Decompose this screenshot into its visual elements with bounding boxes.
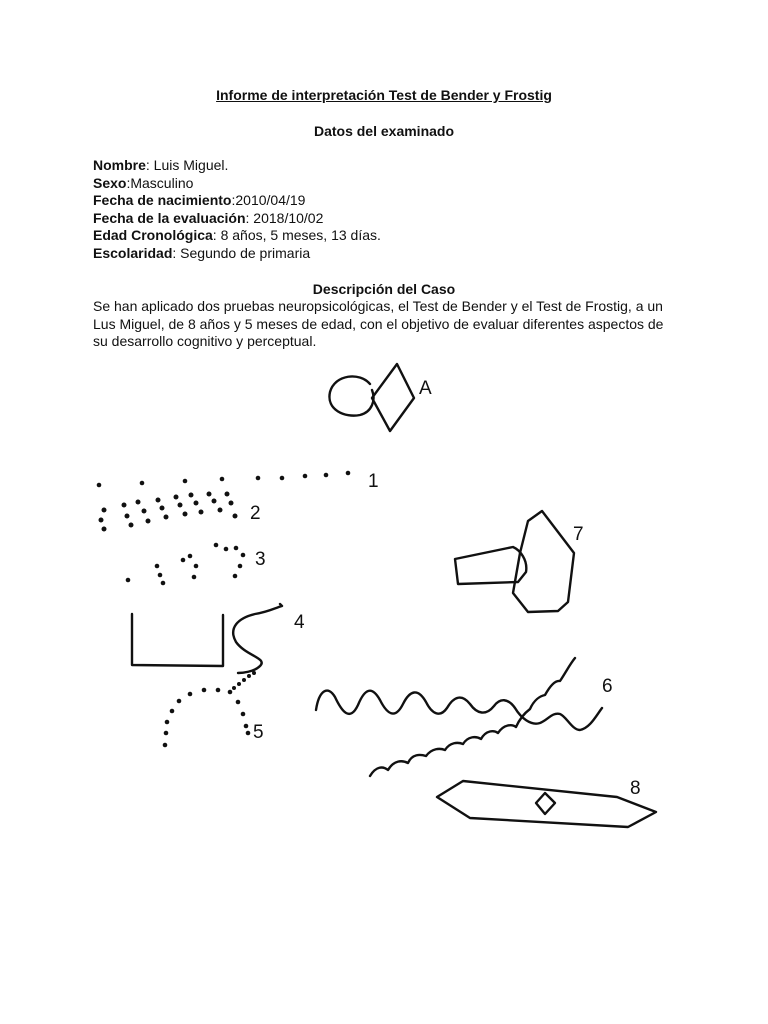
- figure-2-dot: [183, 512, 188, 517]
- figure-label-a: A: [419, 378, 432, 399]
- figure-5-dot: [163, 743, 168, 748]
- figure-label-1: 1: [368, 471, 379, 492]
- figure-2-dot: [156, 498, 161, 503]
- figure-2-dot: [178, 503, 183, 508]
- description-line: Se han aplicado dos pruebas neuropsicológicas, el Test de Bender y el Test de Frostig, a un: [93, 298, 663, 314]
- figure-2-dot: [102, 527, 107, 532]
- figure-3-dot: [241, 553, 246, 558]
- figure-3: [126, 543, 266, 586]
- figure-a-circle: [329, 376, 373, 415]
- figure-1-dot: [303, 474, 308, 479]
- figure-3-dot: [194, 564, 199, 569]
- figure-2-dot: [122, 503, 127, 508]
- figure-label-6: 6: [602, 676, 613, 697]
- field-value: : Segundo de primaria: [172, 244, 311, 261]
- field-value: : 2018/10/02: [245, 209, 324, 226]
- figure-8-elongated-hexagon: [437, 781, 656, 827]
- figure-1: [97, 471, 379, 492]
- examinee-data-heading: Datos del examinado: [313, 123, 455, 139]
- field-label: Fecha de la evaluación: [93, 209, 246, 226]
- figure-2-dot: [225, 492, 230, 497]
- figure-5-dot: [246, 731, 251, 736]
- figure-1-dot: [324, 473, 329, 478]
- figure-1-dot: [280, 476, 285, 481]
- figure-5-dot: [170, 709, 175, 714]
- figure-5: [163, 671, 264, 747]
- figure-1-dot: [140, 481, 145, 486]
- figure-5-dot: [232, 686, 236, 690]
- figure-3-dot: [224, 547, 229, 552]
- figure-2-dot: [136, 500, 141, 505]
- figure-a: [329, 364, 432, 431]
- figure-6: [316, 658, 613, 776]
- field-label: Escolaridad: [93, 244, 173, 261]
- figure-1-dot: [346, 471, 351, 476]
- figure-2-dot: [212, 499, 217, 504]
- figure-1-dot: [256, 476, 261, 481]
- figure-2-dot: [199, 510, 204, 515]
- figure-3-dot: [126, 578, 131, 583]
- figure-8-inner-diamond: [536, 793, 555, 814]
- figure-3-dot: [192, 575, 197, 580]
- figure-5-dot: [252, 671, 256, 675]
- field-label: Edad Cronológica: [93, 227, 213, 244]
- figure-2-dot: [189, 493, 194, 498]
- figure-1-dot: [97, 483, 102, 488]
- figure-3-dot: [155, 564, 160, 569]
- figure-2-dot: [99, 518, 104, 523]
- figure-5-dot: [236, 700, 241, 705]
- figure-2-dot: [194, 501, 199, 506]
- field-label: Nombre: [93, 157, 146, 173]
- figure-3-dot: [181, 558, 186, 563]
- figure-1-dot: [183, 479, 188, 484]
- figure-5-dot: [177, 699, 182, 704]
- figure-4-curve: [233, 604, 282, 673]
- figure-label-5: 5: [253, 722, 264, 743]
- figure-6-horizontal-wave: [316, 691, 602, 730]
- figure-4-open-square: [132, 614, 223, 666]
- description-line: su desarrollo cognitivo y perceptual.: [93, 333, 317, 350]
- figure-8: [437, 778, 656, 827]
- document-title: Informe de interpretación Test de Bender y Frostig: [216, 87, 552, 103]
- figure-3-dot: [234, 546, 239, 551]
- field-label: Fecha de nacimiento: [93, 192, 232, 209]
- figure-2-dot: [125, 514, 130, 519]
- figure-3-dot: [158, 573, 163, 578]
- figure-3-dot: [161, 581, 166, 586]
- figure-2-dot: [160, 506, 165, 511]
- figure-5-dot: [237, 682, 241, 686]
- figure-5-dot: [242, 678, 246, 682]
- figure-2-dot: [164, 515, 169, 520]
- figure-3-dot: [214, 543, 219, 548]
- figure-5-dot: [247, 674, 251, 678]
- figure-5-dot: [244, 724, 249, 729]
- figure-2-dot: [218, 508, 223, 513]
- description-line: Lus Miguel, de 8 años y 5 meses de edad, con el objetivo de evaluar diferentes aspectos de: [93, 315, 664, 332]
- figure-3-dot: [238, 564, 243, 569]
- figure-2-dot: [229, 501, 234, 506]
- field-value: : 8 años, 5 meses, 13 días.: [212, 227, 381, 244]
- figure-4: [132, 604, 305, 673]
- figure-label-2: 2: [250, 503, 261, 524]
- figure-2-dot: [129, 523, 134, 528]
- figure-label-7: 7: [573, 524, 584, 545]
- figure-label-4: 4: [294, 612, 305, 633]
- field-label: Sexo: [93, 174, 127, 191]
- figure-5-dot: [216, 688, 221, 693]
- figure-5-dot: [228, 690, 233, 695]
- figure-2-dot: [142, 509, 147, 514]
- figure-3-dot: [233, 574, 238, 579]
- figure-2: [99, 492, 261, 532]
- figure-3-dot: [188, 554, 193, 559]
- case-description-heading: Descripción del Caso: [312, 281, 456, 297]
- figure-5-dot: [164, 731, 169, 736]
- figure-6-oblique-wave: [370, 658, 575, 776]
- figure-a-diamond: [372, 364, 414, 431]
- field-value: : Luis Miguel.: [145, 157, 229, 173]
- figure-5-dot: [202, 688, 207, 693]
- figure-label-3: 3: [255, 549, 266, 570]
- figure-5-dot: [241, 712, 246, 717]
- figure-2-dot: [207, 492, 212, 497]
- field-value: :2010/04/19: [231, 192, 306, 209]
- figure-2-dot: [174, 495, 179, 500]
- figure-label-8: 8: [630, 778, 641, 799]
- figure-5-dot: [165, 720, 170, 725]
- figure-5-dot: [188, 692, 193, 697]
- figure-2-dot: [146, 519, 151, 524]
- figure-7: [455, 511, 584, 612]
- figure-2-dot: [102, 508, 107, 513]
- figure-1-dot: [220, 477, 225, 482]
- field-value: :Masculino: [126, 174, 194, 191]
- figure-7-hexagon: [513, 511, 574, 612]
- figure-2-dot: [233, 514, 238, 519]
